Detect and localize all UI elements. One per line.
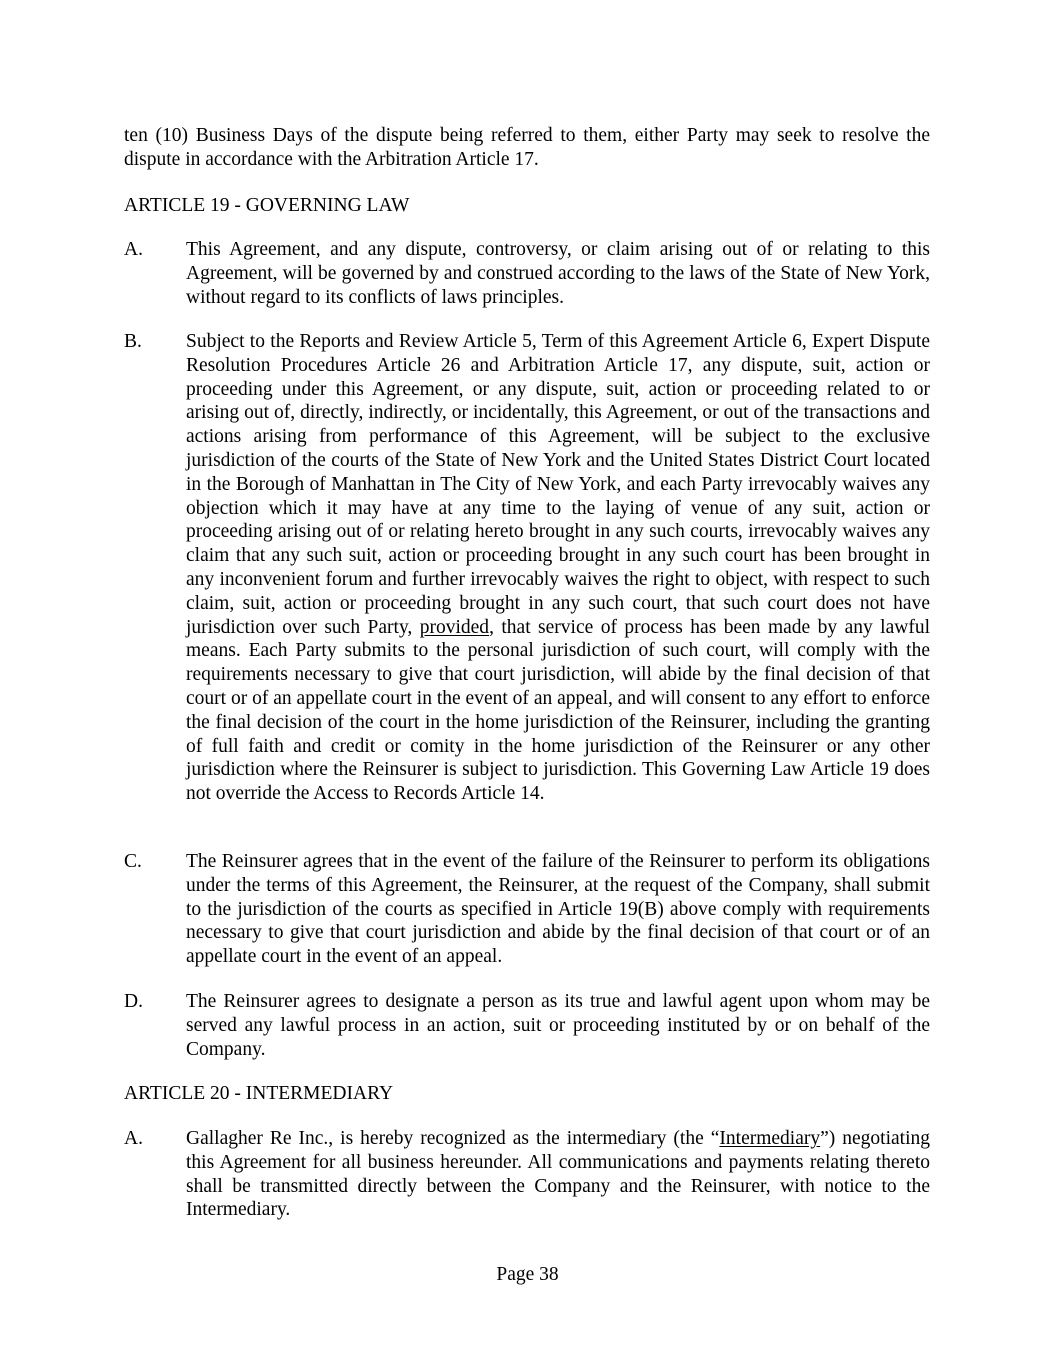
item-text: The Reinsurer agrees that in the event of the failure of the Reinsurer to perform its obligations under the terms of this Agreement, the Reinsurer, at the request of the Company, shall submit to the jurisdiction of the courts as specified in Article 19(B) above comply with requirements necessary to give that court jurisdiction and abide by the final decision of that court or of an appellate court in the event of an appeal.: [186, 851, 930, 968]
article-19-item-d: [124, 990, 930, 1061]
article-19-item-b: [124, 330, 930, 806]
underlined-term-provided: provided: [419, 616, 490, 638]
item-text: The Reinsurer agrees to designate a person as its true and lawful agent upon whom may be served any lawful process in an action, suit or proceeding instituted by or on behalf of the Company.: [186, 991, 930, 1060]
article-20-heading: ARTICLE 20 - INTERMEDIARY: [124, 1083, 394, 1104]
underlined-term-intermediary: Intermediary: [719, 1128, 821, 1149]
item-label: A.: [124, 239, 143, 260]
page-number: Page 38: [496, 1264, 559, 1285]
item-text: This Agreement, and any dispute, controversy, or claim arising out of or relating to this Agreement, will be governed by and construed according to the laws of the State of New York, without regard to its conflicts of laws principles.: [186, 239, 930, 308]
item-label: D.: [124, 991, 143, 1012]
item-text-part: , that service of process has been made by any lawful means. Each Party submits to the personal jurisdiction of such court, will comply with the requirements necessary to give that court jurisdiction, will abide by the final decision of that court or of an appellate court in the event of an appeal, and will consent to any effort to enforce the final decision of the court in the home jurisdiction of the Reinsurer, including the granting of full faith and credit or comity in the home jurisdiction of the Reinsurer or any other jurisdiction where the Reinsurer is subject to jurisdiction. This Governing Law Article 19 does not override the Access to Records Article 14.: [186, 616, 930, 805]
article-19-heading: ARTICLE 19 - GOVERNING LAW: [124, 195, 410, 216]
continuation-paragraph: ten (10) Business Days of the dispute being referred to them, either Party may seek to resolve the dispute in accordance with the Arbitration Article 17.: [124, 125, 930, 170]
article-19-item-a: [124, 238, 930, 309]
item-label: A.: [124, 1128, 143, 1149]
item-text-part: ”) negotiating this Agreement for all business hereunder. All communications and payments relating thereto shall be transmitted directly between the Company and the Reinsurer, with notice to the Intermediary.: [186, 1128, 930, 1221]
item-text-part: Gallagher Re Inc., is hereby recognized as the intermediary (the “: [186, 1128, 720, 1149]
article-20-item-a: [124, 1127, 930, 1222]
item-text: [186, 1127, 930, 1222]
article-19-item-c: [124, 850, 930, 969]
item-label: B.: [124, 331, 142, 352]
item-label: C.: [124, 851, 142, 872]
item-text-part: Subject to the Reports and Review Article 5, Term of this Agreement Article 6, Expert Dispute Resolution Procedures Article 26 and Arbitration Article 17, any dispute, suit, action or proceeding under this Agreement, or any dispute, suit, action or proceeding related to or arising out of, directly, indirectly, or incidentally, this Agreement, or out of the transactions and actions arising from performance of this Agreement, will be subject to the exclusive jurisdiction of the courts of the State of New York and the United States District Court located in the Borough of Manhattan in The City of New York, and each Party irrevocably waives any objection which it may have at any time to the laying of venue of any suit, action or proceeding arising out of or relating hereto brought in any such courts, irrevocably waives any claim that any such suit, action or proceeding brought in any such court has been brought in any inconvenient forum and further irrevocably waives the right to object, with respect to such claim, suit, action or proceeding brought in any such court, that such court does not have jurisdiction over such Party,: [186, 331, 930, 638]
item-text: [186, 330, 930, 806]
